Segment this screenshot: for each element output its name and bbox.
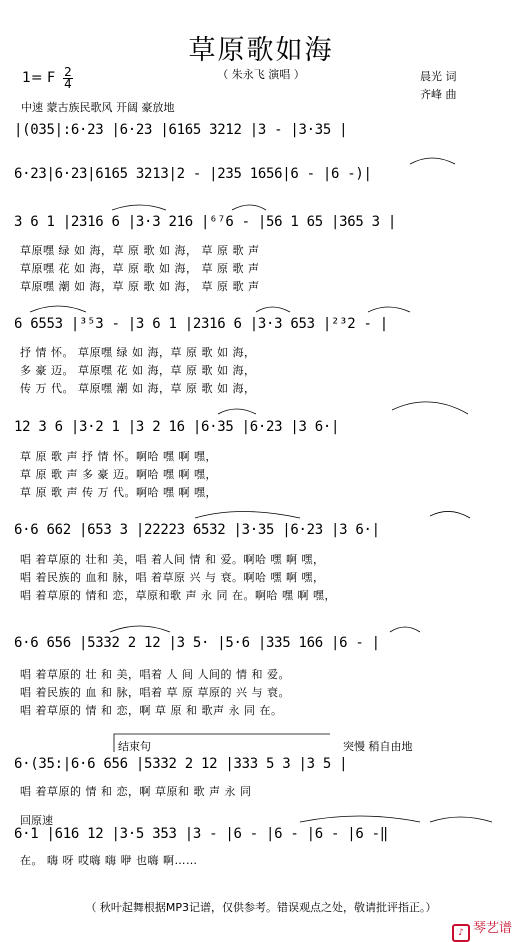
lyric-row-4-verse-3: 传 万 代。 草原嘿 潮 如 海，草 原 歌 如 海， xyxy=(20,382,256,395)
slur-row4-a xyxy=(30,306,86,312)
lyric-row-6-verse-2: 唱 着民族的 血和 脉，唱 着草原 兴 与 衰。啊哈 嘿 啊 嘿， xyxy=(20,571,325,584)
slur-row3-a xyxy=(112,205,166,210)
slur-row5-a xyxy=(218,409,256,414)
slur-row3-b xyxy=(232,205,266,210)
notation-row-4: 6 6553 |³⁵3 - |3 6 1 |2316 6 |3·3 653 |²³2 - | xyxy=(14,316,388,332)
slow-tempo-label: 突慢 稍自由地 xyxy=(343,740,413,753)
slur-row4-b xyxy=(256,307,290,312)
lyric-row-4-verse-1: 抒 情 怀。 草原嘿 绿 如 海，草 原 歌 如 海， xyxy=(20,346,256,359)
key-signature: 1= F xyxy=(22,70,56,86)
notation-row-3: 3 6 1 |2316 6 |3·3 216 |⁶⁷6 - |56 1 65 |365 3 | xyxy=(14,214,397,230)
time-sig-bottom: 4 xyxy=(64,77,72,91)
page-title: 草原歌如海 xyxy=(188,35,334,66)
notation-row-9: 6·1 |616 12 |3·5 353 |3 - |6 - |6 - |6 - |6 -‖ xyxy=(14,826,388,842)
slur-row7-a xyxy=(110,626,170,632)
lyric-row-9: 在。 嗨 呀 哎嗨 嗨 咿 也嗨 啊…… xyxy=(20,854,198,867)
lyric-row-7-verse-2: 唱 着民族的 血 和 脉，唱着 草 原 草原的 兴 与 衰。 xyxy=(20,686,290,699)
composer-credit: 齐峰 曲 xyxy=(420,88,457,101)
notation-row-2: 6·23|6·23|6165 3213|2 - |235 1656|6 - |6 -)| xyxy=(14,166,372,182)
slur-row7-b xyxy=(390,627,420,632)
transcription-note: （ 秋叶起舞根据MP3记谱，仅供参考。错误观点之处，敬请批评指正。） xyxy=(85,901,437,914)
slur-row4-c xyxy=(368,307,410,312)
notation-row-6: 6·6 662 |653 3 |22223 6532 |3·35 |6·23 |3 6·| xyxy=(14,522,380,538)
notation-row-7: 6·6 656 |5332 2 12 |3 5· |5·6 |335 166 |6 - | xyxy=(14,635,380,651)
lyric-row-3-verse-2: 草原嘿 花 如 海，草 原 歌 如 海， 草 原 歌 声 xyxy=(20,262,260,275)
slur-row6-b xyxy=(430,511,470,518)
notation-row-1: |(035|:6·23 |6·23 |6165 3212 |3 - |3·35 | xyxy=(14,122,348,138)
watermark-text: 琴艺谱 xyxy=(472,921,512,936)
lyric-row-6-verse-3: 唱 着草原的 情和 恋，草原和歌 声 永 同 在。啊哈 嘿 啊 嘿， xyxy=(20,589,336,602)
lyric-row-7-verse-3: 唱 着草原的 情 和 恋，啊 草 原 和 歌声 永 同 在。 xyxy=(20,704,283,717)
lyric-row-8: 唱 着草原的 情 和 恋，啊 草原和 歌 声 永 同 xyxy=(20,785,252,798)
tempo-marking: 中速 蒙古族民歌风 开阔 豪放地 xyxy=(21,101,175,114)
logo-icon: ♪ xyxy=(452,924,470,942)
slur-row9-b xyxy=(430,817,492,822)
lyricist-credit: 晨光 词 xyxy=(420,70,457,83)
lyric-row-3-verse-1: 草原嘿 绿 如 海，草 原 歌 如 海， 草 原 歌 声 xyxy=(20,244,260,257)
slur-row2-a xyxy=(410,158,455,164)
lyric-row-5-verse-2: 草 原 歌 声 多 豪 迈。啊哈 嘿 啊 嘿， xyxy=(20,468,217,481)
notation-row-8: 6·(35:|6·6 656 |5332 2 12 |333 5 3 |3 5 | xyxy=(14,756,348,772)
lyric-row-6-verse-1: 唱 着草原的 壮和 美，唱 着人间 情 和 爱。啊哈 嘿 啊 嘿， xyxy=(20,553,325,566)
slur-row9-a xyxy=(300,816,420,822)
slur-row6-a xyxy=(195,512,300,519)
ending-bracket xyxy=(114,734,330,752)
lyric-row-4-verse-2: 多 豪 迈。 草原嘿 花 如 海，草 原 歌 如 海， xyxy=(20,364,256,377)
lyric-row-5-verse-1: 草 原 歌 声 抒 情 怀。啊哈 嘿 啊 嘿， xyxy=(20,450,217,463)
singer-credit: （ 朱永飞 演唱 ） xyxy=(217,68,305,81)
lyric-row-3-verse-3: 草原嘿 潮 如 海，草 原 歌 如 海， 草 原 歌 声 xyxy=(20,280,260,293)
lyric-row-7-verse-1: 唱 着草原的 壮 和 美，唱着 人 间 人间的 情 和 爱。 xyxy=(20,668,290,681)
notation-row-5: 12 3 6 |3·2 1 |3 2 16 |6·35 |6·23 |3 6·| xyxy=(14,419,340,435)
time-sig-top: 2 xyxy=(64,65,72,79)
ending-label: 结束句 xyxy=(118,740,151,753)
slur-row5-b xyxy=(392,402,468,414)
lyric-row-5-verse-3: 草 原 歌 声 传 万 代。啊哈 嘿 啊 嘿， xyxy=(20,486,217,499)
tempo-return-label: 回原速 xyxy=(20,814,53,827)
